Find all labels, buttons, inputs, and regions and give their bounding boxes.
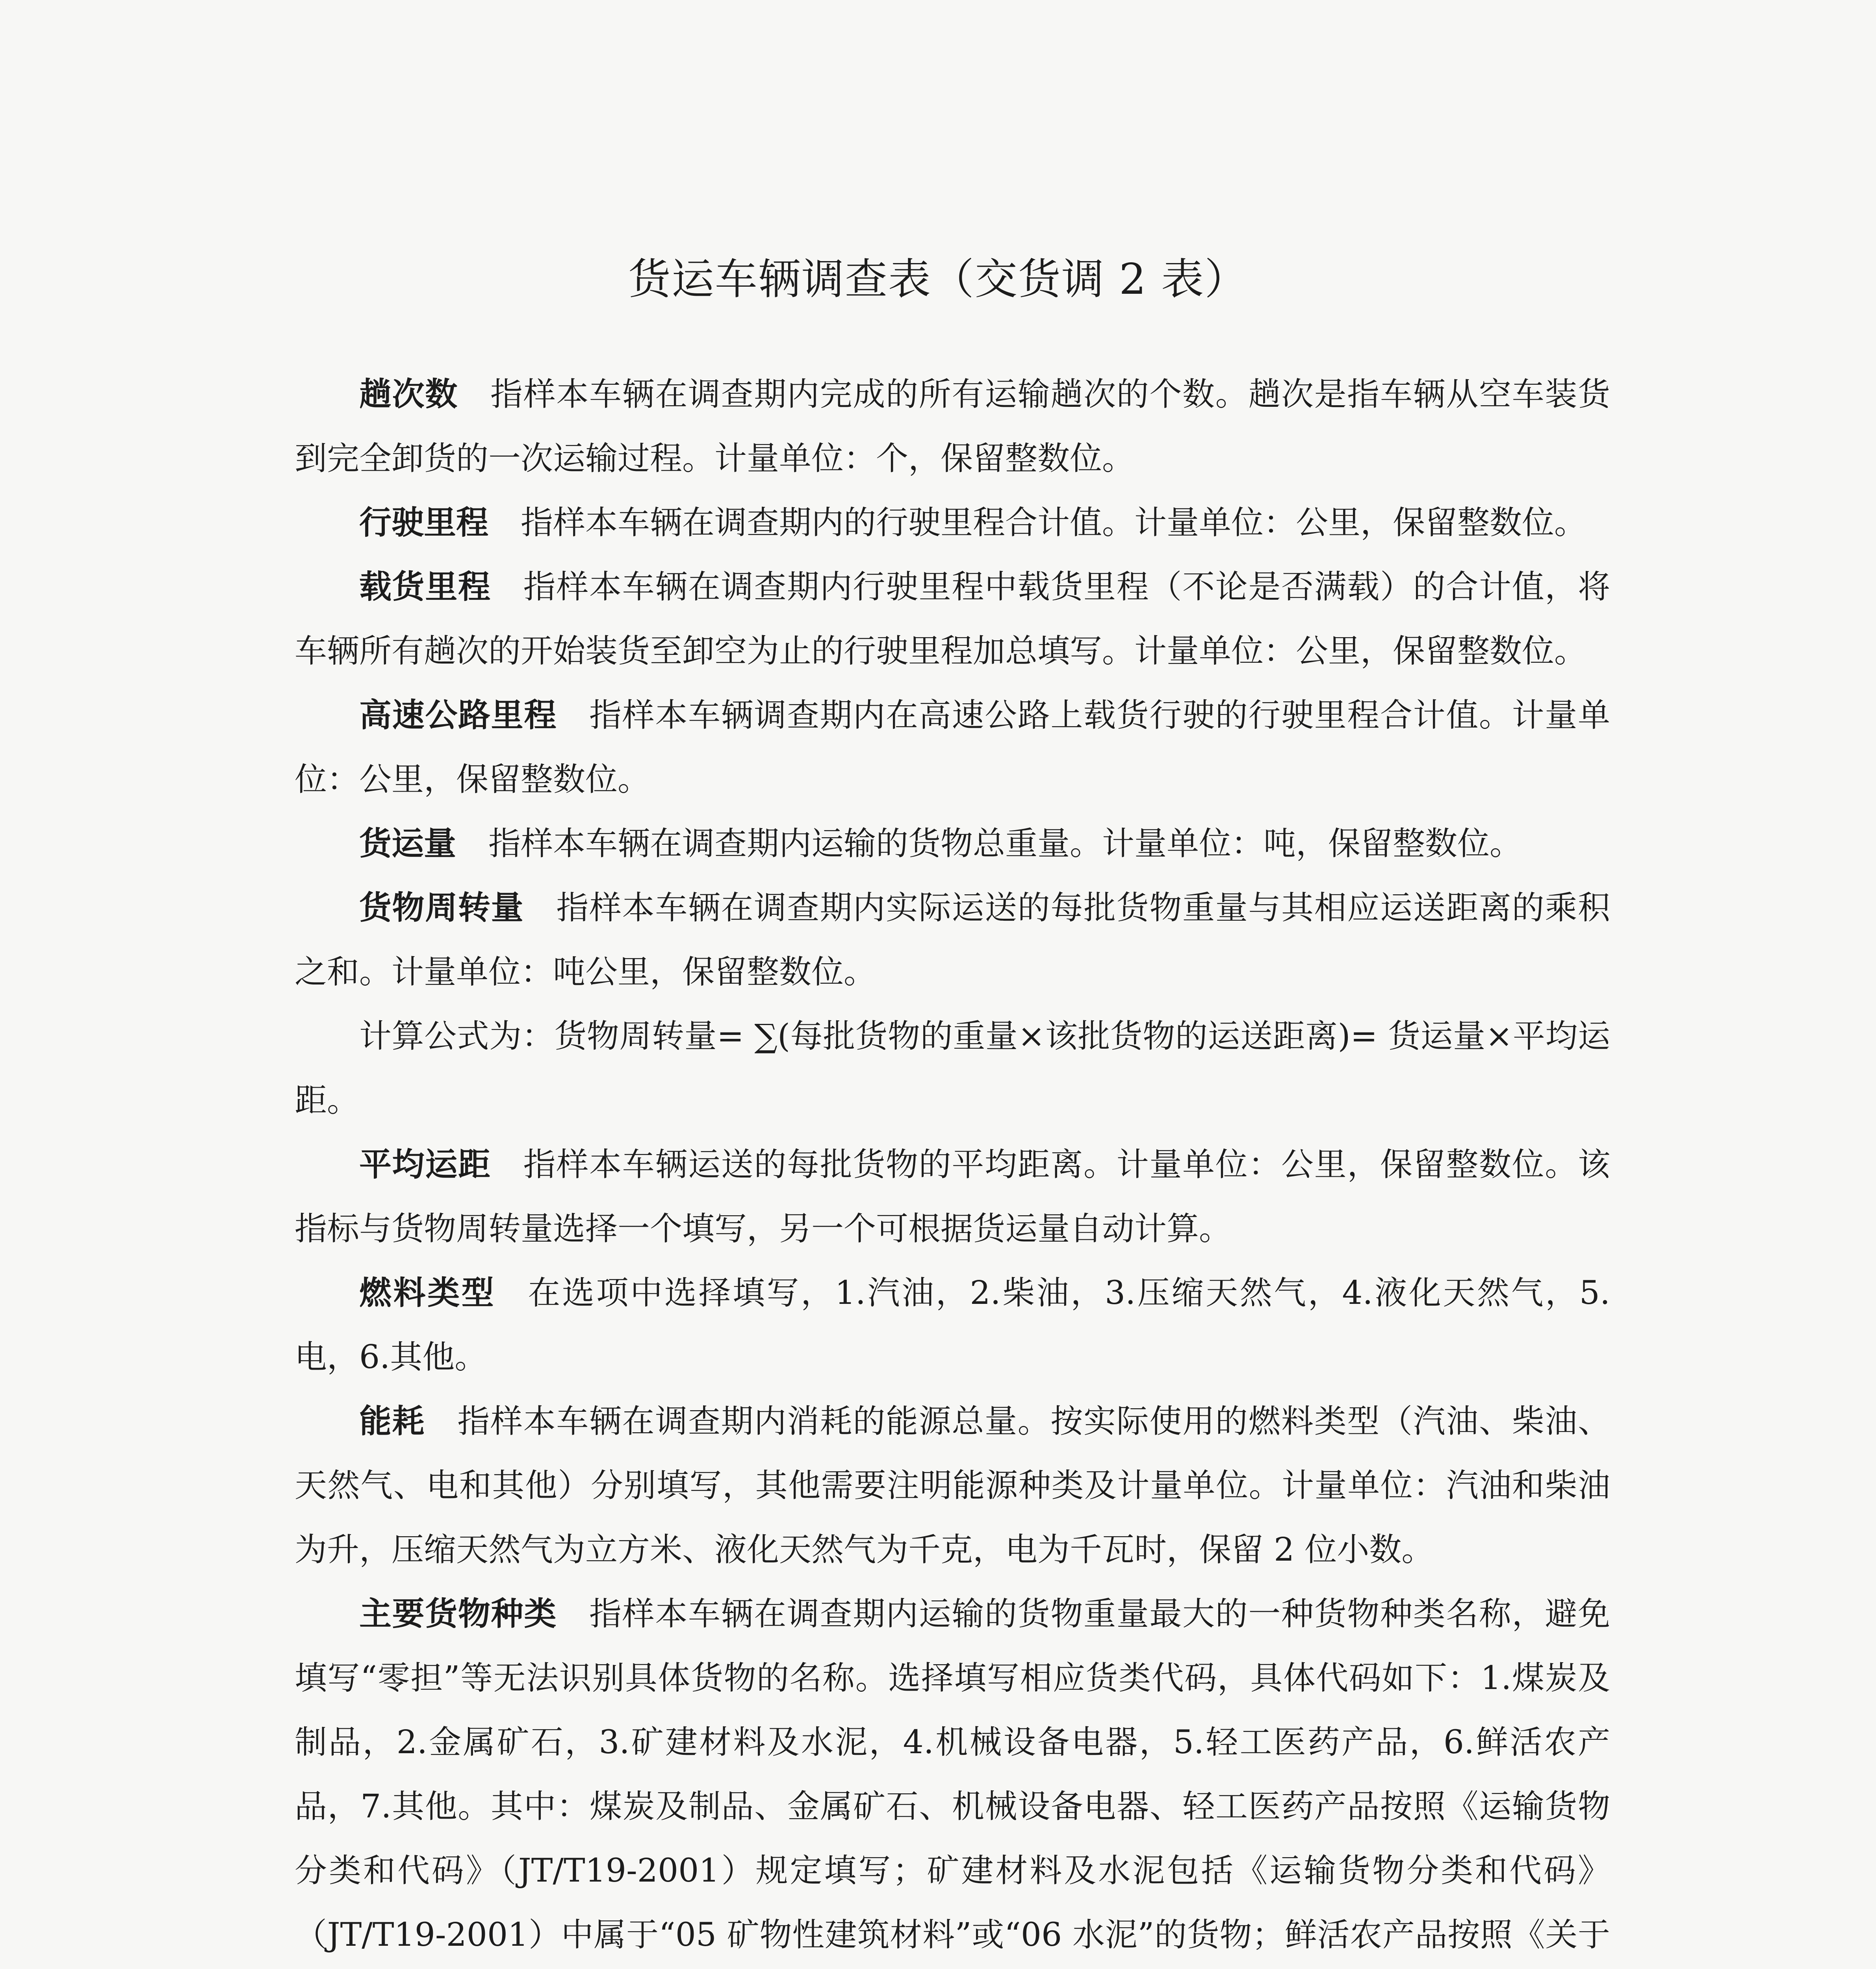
definition-freight-volume xyxy=(295,812,1610,876)
definition-trip-count xyxy=(295,362,1610,491)
definition-text: 指样本车辆在调查期内实际运送的每批货物重量与其相应运送距离的乘积之和。计量单位：吨公里，保留整数位。 xyxy=(295,889,1610,991)
definition-term: 平均运距 xyxy=(359,1146,491,1183)
definition-term: 趟次数 xyxy=(359,376,458,413)
formula-paragraph: 计算公式为：货物周转量= ∑(每批货物的重量×该批货物的运送距离)= 货运量×平均运距。 xyxy=(295,1018,1610,1119)
definition-term: 高速公路里程 xyxy=(359,697,557,734)
definition-text: 指样本车辆在调查期内运输的货物重量最大的一种货物种类名称，避免填写“零担”等无法识别具体货物的名称。选择填写相应货类代码，具体代码如下：1.煤炭及制品，2.金属矿石，3.矿建材料及水泥，4.机械设备电器，5.轻工医药产品，6.鲜活农产品，7.其他。其中：煤炭及制品、金属矿石、机械设备电器、轻工医药产品按照《运输货物分类和代码》（JT/T19-2001）规定填写；矿建材料及水泥包括《运输货物分类和代码》（JT/T19-2001）中属于“05 矿物性建筑材料”或“06 水泥”的货物；鲜活农产品按照《关于 xyxy=(295,1595,1610,1954)
definition-term: 燃料类型 xyxy=(359,1274,496,1312)
definition-text: 指样本车辆运送的每批货物的平均距离。计量单位：公里，保留整数位。该指标与货物周转量选择一个填写，另一个可根据货运量自动计算。 xyxy=(295,1146,1610,1248)
definition-term: 能耗 xyxy=(359,1403,425,1440)
definition-energy-consumption xyxy=(295,1389,1610,1582)
definition-text: 指样本车辆在调查期内消耗的能源总量。按实际使用的燃料类型（汽油、柴油、天然气、电和其他）分别填写，其他需要注明能源种类及计量单位。计量单位：汽油和柴油为升，压缩天然气为立方米、液化天然气为千克，电为千瓦时，保留 2 位小数。 xyxy=(295,1403,1610,1569)
definition-fuel-type xyxy=(295,1261,1610,1389)
definition-term: 行驶里程 xyxy=(359,504,489,541)
definition-text: 指样本车辆调查期内在高速公路上载货行驶的行驶里程合计值。计量单位：公里，保留整数位。 xyxy=(295,697,1610,798)
definition-text: 指样本车辆在调查期内的行驶里程合计值。计量单位：公里，保留整数位。 xyxy=(521,504,1587,541)
definition-term: 载货里程 xyxy=(359,568,491,606)
definition-average-distance xyxy=(295,1133,1610,1261)
definition-mileage xyxy=(295,491,1610,555)
page-title: 货运车辆调查表（交货调 2 表） xyxy=(628,255,1248,304)
definition-main-cargo-type xyxy=(295,1582,1610,1969)
definition-text: 在选项中选择填写，1.汽油，2.柴油，3.压缩天然气，4.液化天然气，5.电，6.其他。 xyxy=(295,1274,1610,1376)
definition-text: 指样本车辆在调查期内运输的货物总重量。计量单位：吨，保留整数位。 xyxy=(488,825,1522,862)
definition-term: 货运量 xyxy=(359,825,456,862)
definition-term: 货物周转量 xyxy=(359,889,524,927)
definition-text: 指样本车辆在调查期内行驶里程中载货里程（不论是否满载）的合计值，将车辆所有趟次的开始装货至卸空为止的行驶里程加总填写。计量单位：公里，保留整数位。 xyxy=(295,568,1610,670)
definition-freight-turnover xyxy=(295,876,1610,1004)
document-body xyxy=(295,362,1610,1969)
definition-highway-mileage xyxy=(295,683,1610,812)
definition-loaded-mileage xyxy=(295,555,1610,683)
definition-text: 指样本车辆在调查期内完成的所有运输趟次的个数。趟次是指车辆从空车装货到完全卸货的一次运输过程。计量单位：个，保留整数位。 xyxy=(295,376,1610,477)
definition-term: 主要货物种类 xyxy=(359,1595,557,1633)
